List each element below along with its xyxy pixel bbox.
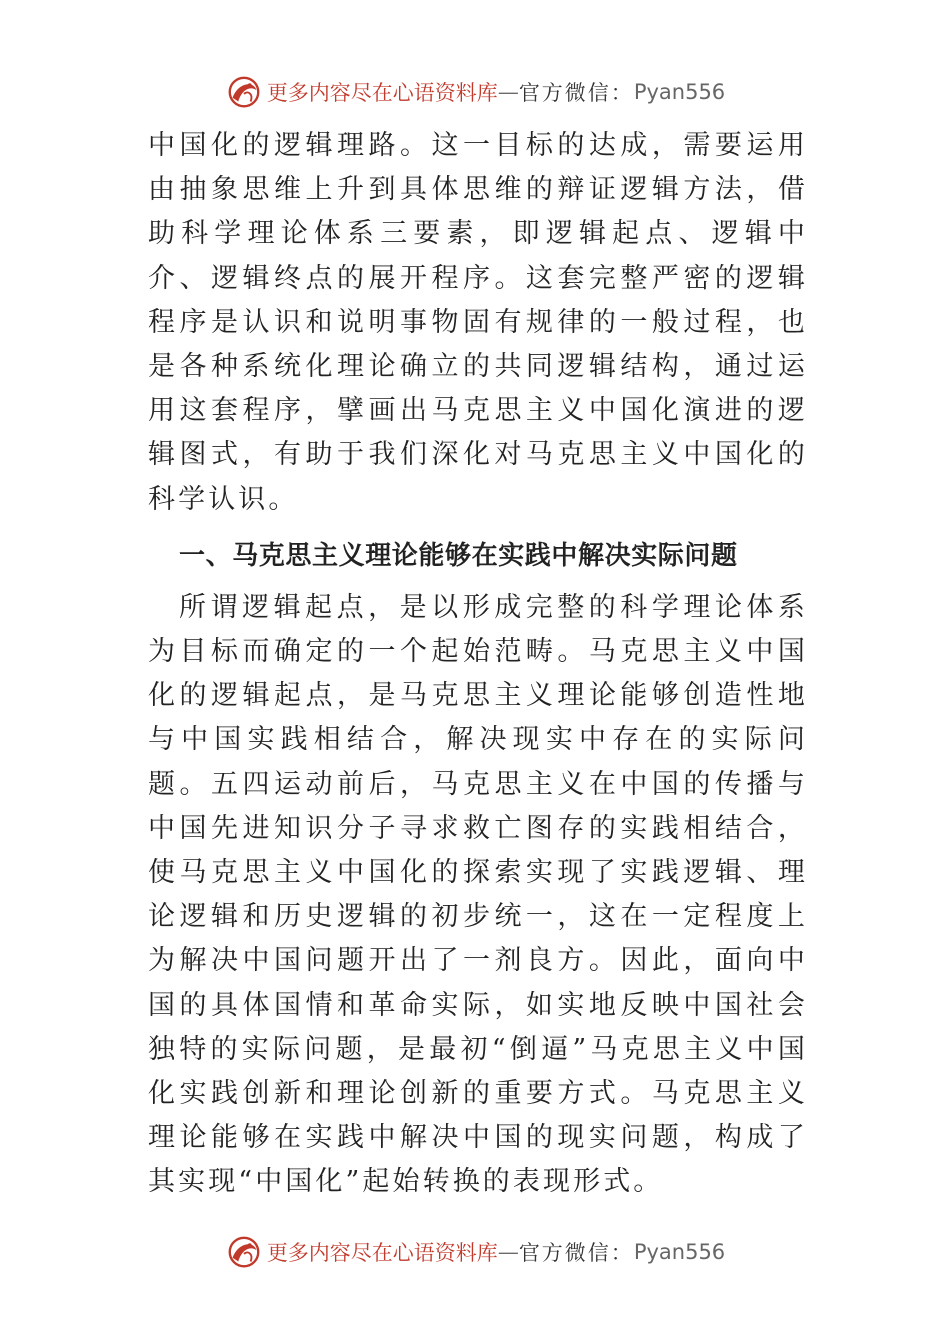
header-watermark xyxy=(0,72,950,112)
swirl-logo-icon xyxy=(225,73,263,111)
watermark-dash: — xyxy=(497,80,519,104)
watermark-site-text: 更多内容尽在心语资料库 xyxy=(266,81,498,105)
watermark-wechat-label: 官方微信： xyxy=(518,81,634,105)
section-heading: 一、马克思主义理论能够在实践中解决实际问题 xyxy=(179,540,738,571)
document-body xyxy=(148,124,808,1205)
watermark-site-text: 更多内容尽在心语资料库 xyxy=(266,1241,498,1265)
watermark-wechat-id: Pyan556 xyxy=(633,80,726,104)
swirl-logo-icon xyxy=(225,1233,263,1271)
watermark-wechat-id: Pyan556 xyxy=(633,1240,726,1264)
paragraph-logic-start: 所谓逻辑起点，是以形成完整的科学理论体系为目标而确定的一个起始范畴。马克思主义中国化的逻辑起点，是马克思主义理论能够创造性地与中国实践相结合，解决现实中存在的实际问题。五四运动前后，马克思主义在中国的传播与中国先进知识分子寻求救亡图存的实践相结合，使马克思主义中国化的探索实现了实践逻辑、理论逻辑和历史逻辑的初步统一，这在一定程度上为解决中国问题开出了一剂良方。因此，面向中国的具体国情和革命实际，如实地反映中国社会独特的实际问题，是最初“倒逼”马克思主义中国化实践创新和理论创新的重要方式。马克思主义理论能够在实践中解决中国的现实问题，构成了其实现“中国化”起始转换的表现形式。 xyxy=(148,591,808,1198)
watermark-wechat-label: 官方微信： xyxy=(518,1241,634,1265)
footer-watermark xyxy=(0,1232,950,1272)
watermark-dash: — xyxy=(497,1240,519,1264)
paragraph-intro: 中国化的逻辑理路。这一目标的达成，需要运用由抽象思维上升到具体思维的辩证逻辑方法，借助科学理论体系三要素，即逻辑起点、逻辑中介、逻辑终点的展开程序。这套完整严密的逻辑程序是认识和说明事物固有规律的一般过程，也是各种系统化理论确立的共同逻辑结构，通过运用这套程序，擘画出马克思主义中国化演进的逻辑图式，有助于我们深化对马克思主义中国化的科学认识。 xyxy=(148,130,808,515)
